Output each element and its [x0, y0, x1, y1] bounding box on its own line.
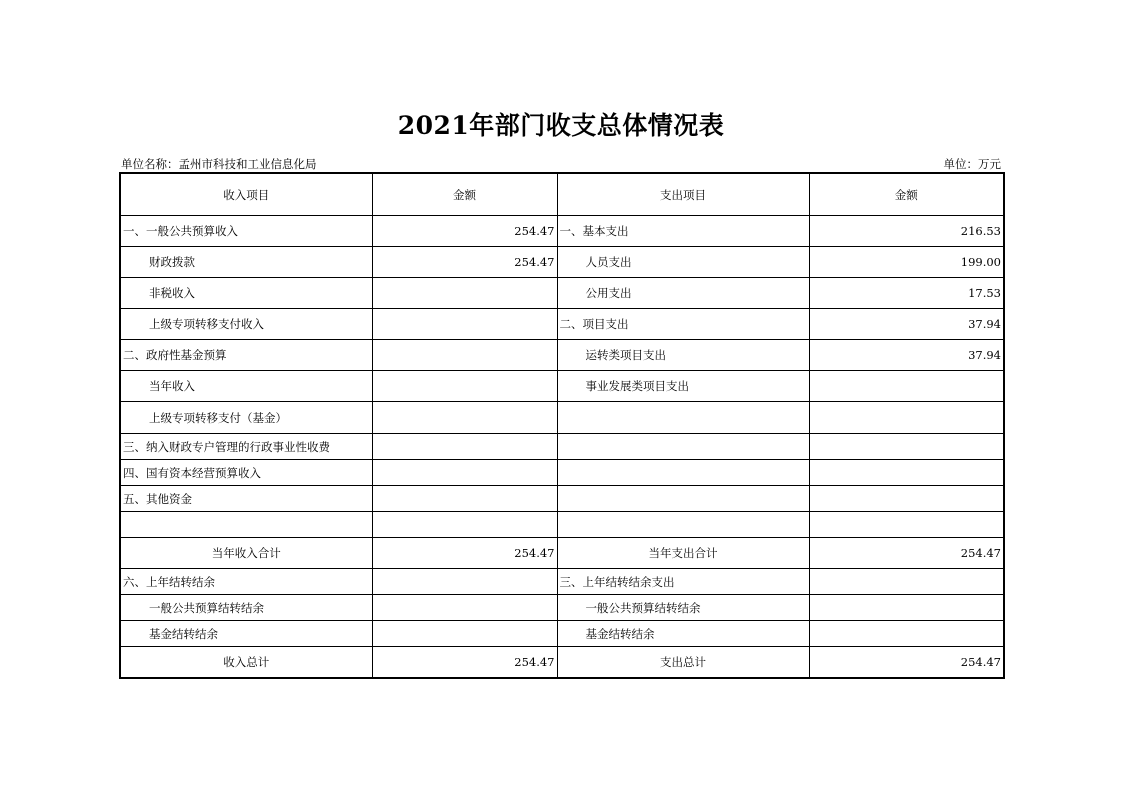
expense-item: 三、上年结转结余支出 — [557, 569, 809, 595]
income-amount: 254.47 — [372, 247, 557, 278]
expense-total-label: 支出总计 — [557, 647, 809, 679]
expense-item — [557, 486, 809, 512]
income-item: 上级专项转移支付（基金） — [120, 402, 372, 434]
table-row — [120, 434, 1004, 460]
expense-amount — [809, 595, 1004, 621]
expense-amount — [809, 486, 1004, 512]
income-amount — [372, 340, 557, 371]
expense-amount: 37.94 — [809, 340, 1004, 371]
expense-amount: 37.94 — [809, 309, 1004, 340]
income-subtotal-label: 当年收入合计 — [120, 538, 372, 569]
income-amount: 254.47 — [372, 216, 557, 247]
income-item: 二、政府性基金预算 — [120, 340, 372, 371]
income-amount — [372, 621, 557, 647]
expense-amount — [809, 402, 1004, 434]
expense-amount: 17.53 — [809, 278, 1004, 309]
income-item: 三、纳入财政专户管理的行政事业性收费 — [120, 434, 372, 460]
income-item: 非税收入 — [120, 278, 372, 309]
table-row — [120, 486, 1004, 512]
income-amount — [372, 434, 557, 460]
table-row — [120, 340, 1004, 371]
page-title: 2021年部门收支总体情况表 — [397, 111, 725, 140]
table-row — [120, 621, 1004, 647]
income-amount — [372, 278, 557, 309]
expense-item: 公用支出 — [557, 278, 809, 309]
table-row — [120, 371, 1004, 402]
income-item: 四、国有资本经营预算收入 — [120, 460, 372, 486]
expense-amount — [809, 434, 1004, 460]
expense-item: 运转类项目支出 — [557, 340, 809, 371]
income-amount — [372, 402, 557, 434]
expense-amount — [809, 512, 1004, 538]
expense-item: 事业发展类项目支出 — [557, 371, 809, 402]
income-subtotal-amount: 254.47 — [372, 538, 557, 569]
expense-amount — [809, 569, 1004, 595]
table-row — [120, 402, 1004, 434]
expense-amount: 216.53 — [809, 216, 1004, 247]
income-item: 财政拨款 — [120, 247, 372, 278]
table-row — [120, 309, 1004, 340]
income-amount — [372, 371, 557, 402]
income-amount — [372, 486, 557, 512]
income-amount — [372, 512, 557, 538]
expense-item: 人员支出 — [557, 247, 809, 278]
unit-measure: 单位：万元 — [943, 157, 1001, 171]
income-item: 一般公共预算结转结余 — [120, 595, 372, 621]
expense-amount: 199.00 — [809, 247, 1004, 278]
table-row — [120, 216, 1004, 247]
budget-table — [119, 172, 1005, 679]
expense-subtotal-amount: 254.47 — [809, 538, 1004, 569]
expense-item — [557, 434, 809, 460]
income-total-label: 收入总计 — [120, 647, 372, 679]
table-header-row — [120, 173, 1004, 216]
table-row — [120, 278, 1004, 309]
expense-amount — [809, 460, 1004, 486]
table-row — [120, 512, 1004, 538]
expense-item — [557, 402, 809, 434]
expense-subtotal-label: 当年支出合计 — [557, 538, 809, 569]
expense-item: 二、项目支出 — [557, 309, 809, 340]
expense-item: 一般公共预算结转结余 — [557, 595, 809, 621]
income-item: 一、一般公共预算收入 — [120, 216, 372, 247]
header-expense-amount: 金额 — [809, 173, 1004, 216]
header-income-item: 收入项目 — [120, 173, 372, 216]
expense-amount — [809, 371, 1004, 402]
income-item: 基金结转结余 — [120, 621, 372, 647]
table-row — [120, 569, 1004, 595]
income-amount — [372, 460, 557, 486]
income-item: 上级专项转移支付收入 — [120, 309, 372, 340]
table-row-subtotal — [120, 538, 1004, 569]
table-row — [120, 595, 1004, 621]
expense-total-amount: 254.47 — [809, 647, 1004, 679]
expense-item: 基金结转结余 — [557, 621, 809, 647]
expense-item — [557, 512, 809, 538]
income-amount — [372, 595, 557, 621]
expense-item: 一、基本支出 — [557, 216, 809, 247]
income-amount — [372, 569, 557, 595]
income-item: 当年收入 — [120, 371, 372, 402]
table-row — [120, 247, 1004, 278]
table-row — [120, 460, 1004, 486]
unit-name: 单位名称：孟州市科技和工业信息化局 — [121, 157, 317, 171]
income-amount — [372, 309, 557, 340]
header-expense-item: 支出项目 — [557, 173, 809, 216]
table-row-total — [120, 647, 1004, 679]
income-item: 五、其他资金 — [120, 486, 372, 512]
income-total-amount: 254.47 — [372, 647, 557, 679]
income-item — [120, 512, 372, 538]
expense-amount — [809, 621, 1004, 647]
header-income-amount: 金额 — [372, 173, 557, 216]
income-item: 六、上年结转结余 — [120, 569, 372, 595]
expense-item — [557, 460, 809, 486]
